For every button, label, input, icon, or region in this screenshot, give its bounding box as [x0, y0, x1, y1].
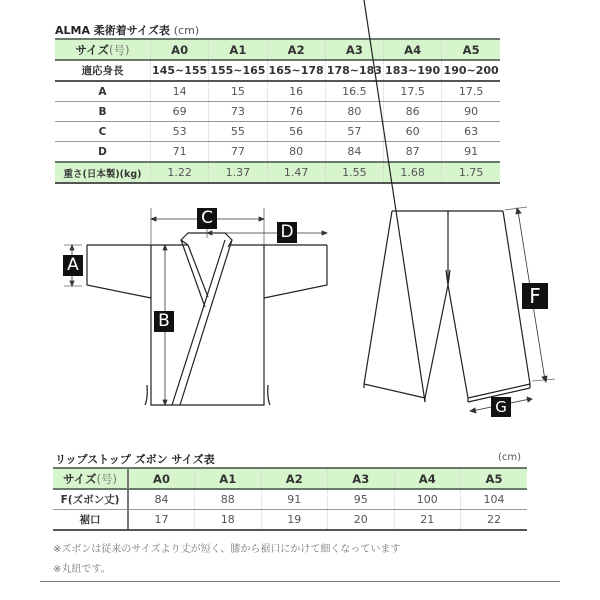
table-cell: 80: [267, 142, 325, 163]
table-cell: 21: [394, 510, 461, 531]
table-cell: 190~200: [442, 60, 500, 81]
header-size-cell: A3: [328, 468, 395, 489]
table-cell: 15: [209, 81, 267, 102]
pants-size-table-unit: [498, 452, 521, 463]
row-label: C: [55, 122, 151, 142]
jacket-size-table-unit: (cm): [173, 24, 200, 37]
table-cell: 104: [461, 489, 528, 510]
table-cell: 178~183: [325, 60, 383, 81]
table-row-hem-width: [53, 510, 527, 531]
table-row-pants-length: [53, 489, 527, 510]
table-cell: 71: [151, 142, 209, 163]
header-size-cell: A5: [461, 468, 528, 489]
table-cell: 76: [267, 102, 325, 122]
header-size-cell: A2: [267, 39, 325, 60]
header-size-cell: A2: [261, 468, 328, 489]
row-label: 裾口: [53, 510, 128, 531]
header-label-cell: [53, 468, 128, 489]
table-cell: 1.22: [151, 162, 209, 183]
label-d: D: [277, 222, 297, 243]
table-cell: 16: [267, 81, 325, 102]
table-cell: 16.5: [325, 81, 383, 102]
header-label-suffix: (号): [96, 471, 118, 486]
table-header-row: [53, 468, 527, 489]
table-cell: 145~155: [151, 60, 209, 81]
table-cell: 69: [151, 102, 209, 122]
pants-size-table: [53, 467, 527, 531]
table-cell: 19: [261, 510, 328, 531]
note-round-cord: ※丸紐です。: [53, 564, 111, 575]
label-f: F: [522, 283, 548, 309]
table-cell: 20: [328, 510, 395, 531]
table-cell: 17.5: [442, 81, 500, 102]
table-cell: 73: [209, 102, 267, 122]
table-cell: 183~190: [384, 60, 442, 81]
header-size-cell: A4: [384, 39, 442, 60]
table-cell: 1.75: [442, 162, 500, 183]
jacket-size-table-title-text: ALMA 柔術着サイズ表: [55, 24, 170, 37]
row-label: F(ズボン丈): [53, 489, 128, 510]
table-cell: 88: [195, 489, 262, 510]
table-cell: 56: [267, 122, 325, 142]
label-a: A: [63, 255, 83, 276]
header-size-cell: A5: [442, 39, 500, 60]
table-cell: 17.5: [384, 81, 442, 102]
table-cell: 57: [325, 122, 383, 142]
bottom-divider: [40, 581, 560, 582]
row-label: 適応身長: [55, 60, 151, 81]
table-cell: 77: [209, 142, 267, 163]
note-pants-fit: ※ズボンは従来のサイズより丈が短く、膝から裾口にかけて細くなっています: [53, 544, 401, 555]
label-g: G: [491, 397, 511, 417]
header-label: サイズ: [75, 42, 110, 57]
table-cell: 91: [261, 489, 328, 510]
table-cell: 1.47: [267, 162, 325, 183]
header-size-cell: A0: [128, 468, 195, 489]
table-cell: 86: [384, 102, 442, 122]
pants-size-table-title: リップストップ ズボン サイズ表: [55, 453, 215, 466]
header-label: サイズ: [62, 471, 97, 486]
table-cell: 18: [195, 510, 262, 531]
table-cell: 80: [325, 102, 383, 122]
pants-unit-text: (cm): [498, 452, 522, 463]
row-label: 重さ(日本製)(kg): [55, 162, 151, 183]
table-cell: 84: [128, 489, 195, 510]
label-b: B: [154, 311, 174, 332]
header-size-cell: A1: [195, 468, 262, 489]
table-cell: 165~178: [267, 60, 325, 81]
table-cell: 17: [128, 510, 195, 531]
header-size-cell: A3: [325, 39, 383, 60]
label-c: C: [197, 208, 217, 229]
table-cell: 1.68: [384, 162, 442, 183]
table-cell: 90: [442, 102, 500, 122]
table-cell: 53: [151, 122, 209, 142]
table-cell: 60: [384, 122, 442, 142]
table-cell: 84: [325, 142, 383, 163]
table-cell: 22: [461, 510, 528, 531]
table-cell: 91: [442, 142, 500, 163]
table-cell: 1.37: [209, 162, 267, 183]
table-cell: 1.55: [325, 162, 383, 183]
row-label: D: [55, 142, 151, 163]
table-cell: 87: [384, 142, 442, 163]
table-cell: 155~165: [209, 60, 267, 81]
table-cell: 14: [151, 81, 209, 102]
table-cell: 95: [328, 489, 395, 510]
row-label: A: [55, 81, 151, 102]
header-label-suffix: (号): [109, 42, 130, 57]
header-size-cell: A4: [394, 468, 461, 489]
table-cell: 55: [209, 122, 267, 142]
row-label: B: [55, 102, 151, 122]
header-size-cell: A1: [209, 39, 267, 60]
header-size-cell: A0: [151, 39, 209, 60]
table-cell: 63: [442, 122, 500, 142]
table-cell: 100: [394, 489, 461, 510]
